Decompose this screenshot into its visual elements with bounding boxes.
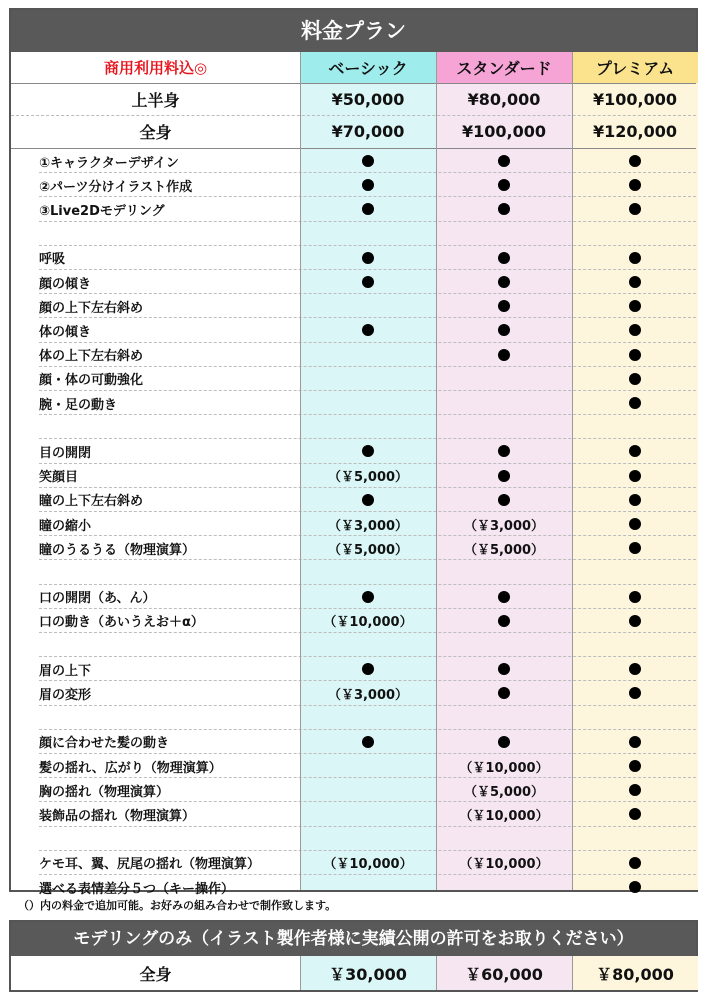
feature-row (11, 512, 696, 536)
feature-value (436, 875, 572, 899)
column-line (300, 956, 301, 990)
feature-label: 顔に合わせた髪の動き (39, 736, 170, 752)
feature-label: 顔の傾き (39, 276, 92, 292)
feature-value (300, 802, 436, 826)
included-dot-icon (572, 149, 698, 173)
feature-value (436, 827, 572, 851)
feature-label: 選べる表情差分５つ（キー操作） (39, 881, 235, 897)
feature-label: 目の開閉 (39, 445, 92, 461)
feature-row (11, 318, 696, 342)
column-line (572, 956, 573, 990)
feature-row (11, 609, 696, 633)
feature-label: 眉の上下 (39, 663, 92, 679)
included-dot-icon (436, 488, 572, 512)
included-dot-icon (572, 681, 698, 705)
feature-value (300, 778, 436, 802)
feature-label: 瞳の上下左右斜め (39, 494, 144, 510)
included-dot-icon (572, 512, 698, 536)
included-dot-icon (436, 585, 572, 609)
included-dot-icon (572, 730, 698, 754)
feature-row (11, 730, 696, 754)
feature-row (11, 778, 696, 802)
feature-value: （￥5,000） (327, 542, 409, 558)
feature-label: 体の傾き (39, 324, 92, 340)
modeling-price-standard: ￥60,000 (436, 956, 572, 990)
price-value: ¥50,000 (331, 89, 405, 109)
included-dot-icon (300, 488, 436, 512)
feature-value: （￥5,000） (463, 542, 545, 558)
included-dot-icon (572, 754, 698, 778)
column-line (436, 956, 437, 990)
included-dot-icon (436, 730, 572, 754)
included-dot-icon (572, 536, 698, 560)
feature-row (11, 802, 696, 826)
feature-value (300, 754, 436, 778)
included-dot-icon (300, 585, 436, 609)
included-dot-icon (436, 270, 572, 294)
feature-value (572, 706, 698, 730)
feature-value (436, 560, 572, 584)
feature-value (300, 367, 436, 391)
feature-value (300, 294, 436, 318)
modeling-price-premium: ￥80,000 (572, 956, 698, 990)
feature-value (300, 222, 436, 246)
feature-row (11, 367, 696, 391)
feature-row (11, 197, 696, 221)
included-dot-icon (436, 197, 572, 221)
feature-value (572, 415, 698, 439)
table-title: 料金プラン (11, 10, 696, 52)
column-line (436, 52, 437, 890)
included-dot-icon (572, 173, 698, 197)
feature-value: （￥10,000） (459, 857, 549, 873)
included-dot-icon (572, 585, 698, 609)
feature-row (11, 246, 696, 270)
price-row (11, 116, 696, 148)
feature-value: （￥10,000） (459, 808, 549, 824)
feature-row (11, 536, 696, 560)
included-dot-icon (300, 173, 436, 197)
column-line (300, 52, 301, 890)
commercial-use-label: 商用利用料込◎ (103, 59, 208, 77)
plan-header-basic: ベーシック (300, 52, 436, 83)
included-dot-icon (572, 197, 698, 221)
feature-row (11, 827, 696, 851)
feature-row (11, 270, 696, 294)
feature-label: 髪の揺れ、広がり（物理演算） (39, 760, 222, 776)
feature-row (11, 754, 696, 778)
included-dot-icon (572, 778, 698, 802)
feature-label: 笑顔目 (39, 470, 79, 486)
feature-value (300, 633, 436, 657)
price-value: ¥80,000 (467, 89, 541, 109)
included-dot-icon (572, 802, 698, 826)
pricing-table (9, 8, 698, 897)
included-dot-icon (300, 318, 436, 342)
feature-value (300, 415, 436, 439)
feature-value (436, 367, 572, 391)
included-dot-icon (436, 464, 572, 488)
included-dot-icon (300, 439, 436, 463)
included-dot-icon (300, 149, 436, 173)
included-dot-icon (436, 439, 572, 463)
feature-value (436, 706, 572, 730)
included-dot-icon (436, 149, 572, 173)
included-dot-icon (300, 730, 436, 754)
feature-value: （￥10,000） (323, 615, 413, 631)
feature-value (572, 222, 698, 246)
included-dot-icon (436, 246, 572, 270)
feature-value: （￥3,000） (327, 518, 409, 534)
price-value: ¥100,000 (461, 122, 546, 141)
included-dot-icon (572, 391, 698, 415)
feature-row (11, 488, 696, 512)
included-dot-icon (436, 294, 572, 318)
price-value: ¥100,000 (592, 89, 677, 109)
plan-header-premium: プレミアム (572, 52, 698, 83)
included-dot-icon (572, 464, 698, 488)
included-dot-icon (572, 246, 698, 270)
feature-row (11, 585, 696, 609)
included-dot-icon (436, 318, 572, 342)
feature-value (572, 633, 698, 657)
included-dot-icon (572, 367, 698, 391)
feature-value: （￥10,000） (459, 760, 549, 776)
feature-value (300, 875, 436, 899)
included-dot-icon (300, 657, 436, 681)
included-dot-icon (572, 488, 698, 512)
feature-value (436, 415, 572, 439)
feature-label: 顔・体の可動強化 (39, 373, 144, 389)
included-dot-icon (572, 657, 698, 681)
included-dot-icon (572, 851, 698, 875)
feature-value (300, 706, 436, 730)
feature-value (300, 827, 436, 851)
feature-row (11, 633, 696, 657)
column-line (572, 52, 573, 890)
included-dot-icon (436, 173, 572, 197)
included-dot-icon (572, 343, 698, 367)
included-dot-icon (572, 318, 698, 342)
price-value: ¥120,000 (592, 122, 677, 141)
feature-row (11, 391, 696, 415)
feature-label: ケモ耳、翼、尻尾の揺れ（物理演算） (39, 857, 261, 873)
feature-label: 瞳のうるうる（物理演算） (39, 542, 196, 558)
feature-row (11, 706, 696, 730)
feature-value: （￥5,000） (463, 784, 545, 800)
feature-value (300, 560, 436, 584)
price-row (11, 83, 696, 115)
feature-row (11, 851, 696, 875)
included-dot-icon (572, 270, 698, 294)
feature-value: （￥3,000） (327, 687, 409, 703)
feature-value (300, 391, 436, 415)
feature-label: 装飾品の揺れ（物理演算） (39, 808, 196, 824)
included-dot-icon (300, 246, 436, 270)
feature-value (436, 391, 572, 415)
feature-label: 口の動き（あいうえお＋α） (39, 615, 204, 631)
price-value: ¥70,000 (331, 122, 405, 141)
feature-value (572, 560, 698, 584)
included-dot-icon (572, 609, 698, 633)
included-dot-icon (300, 270, 436, 294)
feature-label: 顔の上下左右斜め (39, 300, 144, 316)
price-row-label: 全身 (139, 123, 172, 142)
feature-label: ①キャラクターデザイン (39, 155, 179, 171)
feature-value (300, 343, 436, 367)
plan-header-standard: スタンダード (436, 52, 572, 83)
feature-value (436, 633, 572, 657)
included-dot-icon (572, 439, 698, 463)
modeling-row-label: 全身 (139, 964, 172, 984)
feature-value (572, 827, 698, 851)
feature-label: 口の開閉（あ、ん） (39, 591, 156, 607)
modeling-price-basic: ￥30,000 (300, 956, 436, 990)
feature-value (436, 222, 572, 246)
included-dot-icon (572, 875, 698, 899)
feature-label: 体の上下左右斜め (39, 349, 144, 365)
included-dot-icon (436, 657, 572, 681)
included-dot-icon (436, 681, 572, 705)
included-dot-icon (572, 294, 698, 318)
feature-label: 呼吸 (39, 252, 66, 268)
feature-row (11, 439, 696, 463)
included-dot-icon (436, 609, 572, 633)
feature-row (11, 343, 696, 367)
modeling-title: モデリングのみ（イラスト製作者様に実績公開の許可をお取りください） (11, 922, 696, 956)
feature-label: 眉の変形 (39, 687, 92, 703)
price-row-label: 上半身 (131, 90, 180, 110)
footnote: （）内の料金で追加可能。お好みの組み合わせで制作致します。 (18, 899, 337, 912)
feature-value: （￥3,000） (463, 518, 545, 534)
feature-label: ③Live2Dモデリング (39, 203, 165, 219)
feature-label: 瞳の縮小 (39, 518, 92, 534)
feature-row (11, 464, 696, 488)
feature-value: （￥10,000） (323, 857, 413, 873)
feature-label: 腕・足の動き (39, 397, 118, 413)
feature-row (11, 875, 696, 899)
feature-row (11, 222, 696, 246)
feature-row (11, 149, 696, 173)
feature-row (11, 294, 696, 318)
modeling-only-table (9, 920, 698, 992)
feature-row (11, 681, 696, 705)
feature-row (11, 560, 696, 584)
feature-row (11, 415, 696, 439)
included-dot-icon (300, 197, 436, 221)
feature-row (11, 173, 696, 197)
feature-label: 胸の揺れ（物理演算） (39, 784, 170, 800)
feature-label: ②パーツ分けイラスト作成 (39, 179, 193, 195)
included-dot-icon (436, 343, 572, 367)
feature-row (11, 657, 696, 681)
feature-value: （￥5,000） (327, 470, 409, 486)
